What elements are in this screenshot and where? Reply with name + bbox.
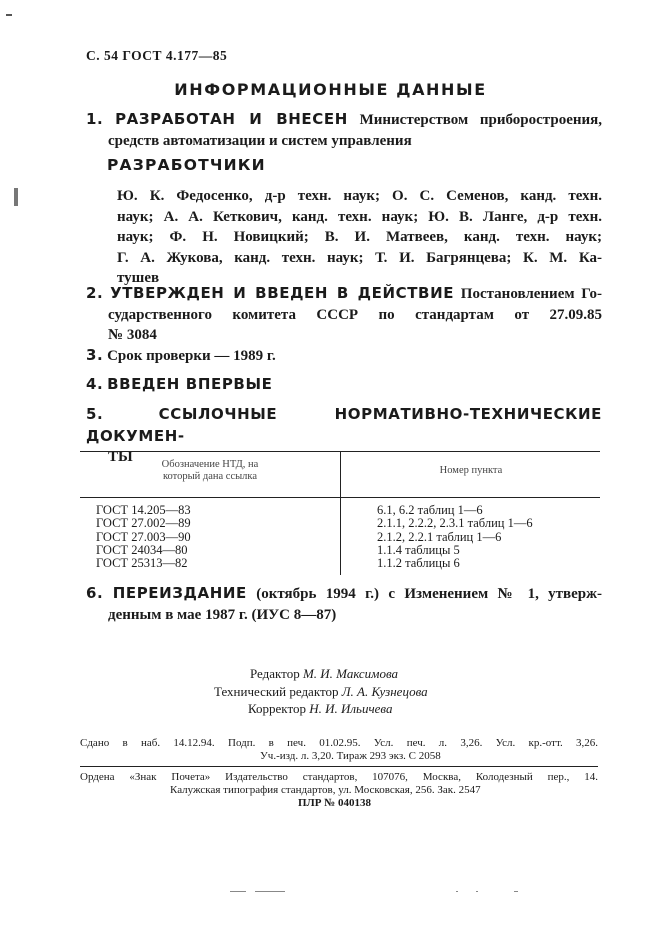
section-1-text: Министерством приборостроения, (359, 112, 603, 128)
section-1-heading: РАЗРАБОТАН И ВНЕСЕН (115, 110, 348, 128)
credit-role: Технический редактор (214, 684, 339, 699)
page-header: С. 54 ГОСТ 4.177—85 (86, 48, 228, 63)
table-row (377, 504, 533, 570)
table-column-rule (340, 451, 341, 575)
developers-line: Ю. К. Федосенко, д-р техн. наук; О. С. Семенов, канд. техн. (117, 188, 602, 204)
credit-editor (250, 666, 398, 682)
section-2-heading: УТВЕРЖДЕН И ВВЕДЕН В ДЕЙСТВИЕ (110, 284, 455, 302)
section-1-text-cont: средств автоматизации и систем управления (108, 132, 412, 149)
section-6-heading: ПЕРЕИЗДАНИЕ (112, 584, 247, 602)
table-cell-item: 2.1.1, 2.2.2, 2.3.1 таблиц 1—6 (377, 516, 533, 531)
credit-tech-editor (214, 684, 428, 700)
table-row (96, 504, 191, 570)
section-2-number: 2. (86, 284, 104, 302)
credit-name: Л. А. Кузнецова (341, 684, 428, 699)
section-6-number: 6. (86, 584, 104, 602)
scan-speck (255, 891, 285, 892)
binding-mark (14, 188, 18, 206)
credit-name: М. И. Максимова (302, 666, 399, 681)
publisher-line: ПЛР № 040138 (298, 797, 372, 809)
section-5-heading-cont: ТЫ (108, 449, 133, 465)
table-header-col1-line2: который дана ссылка (162, 471, 258, 482)
developers-line: наук; Ф. Н. Новицкий; В. И. Матвеев, канд. техн. наук; (117, 229, 602, 245)
scan-speck (476, 891, 478, 892)
table-cell-item: 6.1, 6.2 таблиц 1—6 (377, 503, 483, 517)
section-4 (86, 374, 602, 396)
table-cell-doc: ГОСТ 27.002—89 (96, 516, 191, 531)
scan-speck (230, 891, 246, 892)
table-cell-doc: ГОСТ 24034—80 (96, 542, 188, 557)
scan-speck (6, 14, 12, 16)
table-cell-item: 1.1.2 таблицы 6 (377, 556, 460, 571)
table-cell-doc: ГОСТ 27.003—90 (96, 529, 191, 544)
section-4-heading: ВВЕДЕН ВПЕРВЫЕ (107, 375, 273, 393)
section-6 (86, 583, 602, 625)
section-2-text-cont: № 3084 (108, 327, 157, 343)
scan-speck (456, 891, 458, 892)
section-3-text: Срок проверки — 1989 г. (107, 348, 276, 364)
table-cell-doc: ГОСТ 25313—82 (96, 556, 188, 571)
section-4-number: 4. (86, 375, 104, 393)
section-6-text-cont: денным в мае 1987 г. (ИУС 8—87) (108, 606, 337, 623)
table-header-col1-line1: Обозначение НТД, на (161, 459, 259, 470)
section-3 (86, 345, 602, 367)
publisher-line: Калужская типография стандартов, ул. Московская, 256. Зак. 2547 (170, 784, 481, 796)
section-2-text-cont: сударственного комитета СССР по стандартам от 27.09.85 (108, 306, 602, 323)
section-1 (86, 109, 602, 151)
table-header-col2: Номер пункта (439, 465, 503, 476)
credit-role: Редактор (250, 666, 300, 681)
imprint-line: Сдано в наб. 14.12.94. Подп. в печ. 01.02.95. Усл. печ. л. 3,26. Усл. кр.-отт. 3,26. (80, 737, 598, 749)
credit-proofreader (248, 701, 392, 717)
table-cell-item: 1.1.4 таблицы 5 (377, 542, 460, 557)
developers-heading: РАЗРАБОТЧИКИ (107, 156, 266, 174)
imprint-rule (80, 766, 598, 767)
section-2-text: Постановлением Го- (460, 286, 603, 302)
credit-role: Корректор (248, 701, 306, 716)
table-cell-item: 2.1.2, 2.2.1 таблиц 1—6 (377, 529, 502, 544)
section-6-text: (октябрь 1994 г.) с Изменением № 1, утверж- (256, 586, 603, 602)
table-header-col1 (80, 459, 340, 483)
developers-line: Г. А. Жукова, канд. техн. наук; Т. И. Багрянцева; К. М. Ка- (117, 249, 602, 266)
section-3-number: 3. (86, 346, 104, 364)
imprint-line: Уч.-изд. л. 3,20. Тираж 293 экз. С 2058 (260, 750, 441, 762)
reference-table (80, 451, 600, 575)
page-title: ИНФОРМАЦИОННЫЕ ДАННЫЕ (174, 80, 487, 99)
section-2 (86, 283, 602, 346)
section-5-heading: ССЫЛОЧНЫЕ НОРМАТИВНО-ТЕХНИЧЕСКИЕ ДОКУМЕН- (86, 405, 603, 445)
section-5-number: 5. (86, 405, 104, 423)
scan-speck (514, 891, 518, 892)
developers-line: тушев (117, 270, 160, 286)
developers-line: наук; А. А. Кеткович, канд. техн. наук; Ю. В. Ланге, д-р техн. (117, 208, 602, 225)
table-cell-doc: ГОСТ 14.205—83 (96, 503, 191, 517)
credit-name: Н. И. Ильичева (309, 701, 393, 716)
developers-list (117, 186, 602, 289)
publisher-line: Ордена «Знак Почета» Издательство стандартов, 107076, Москва, Колодезный пер., 14. (80, 771, 598, 783)
section-1-number: 1. (86, 110, 104, 128)
